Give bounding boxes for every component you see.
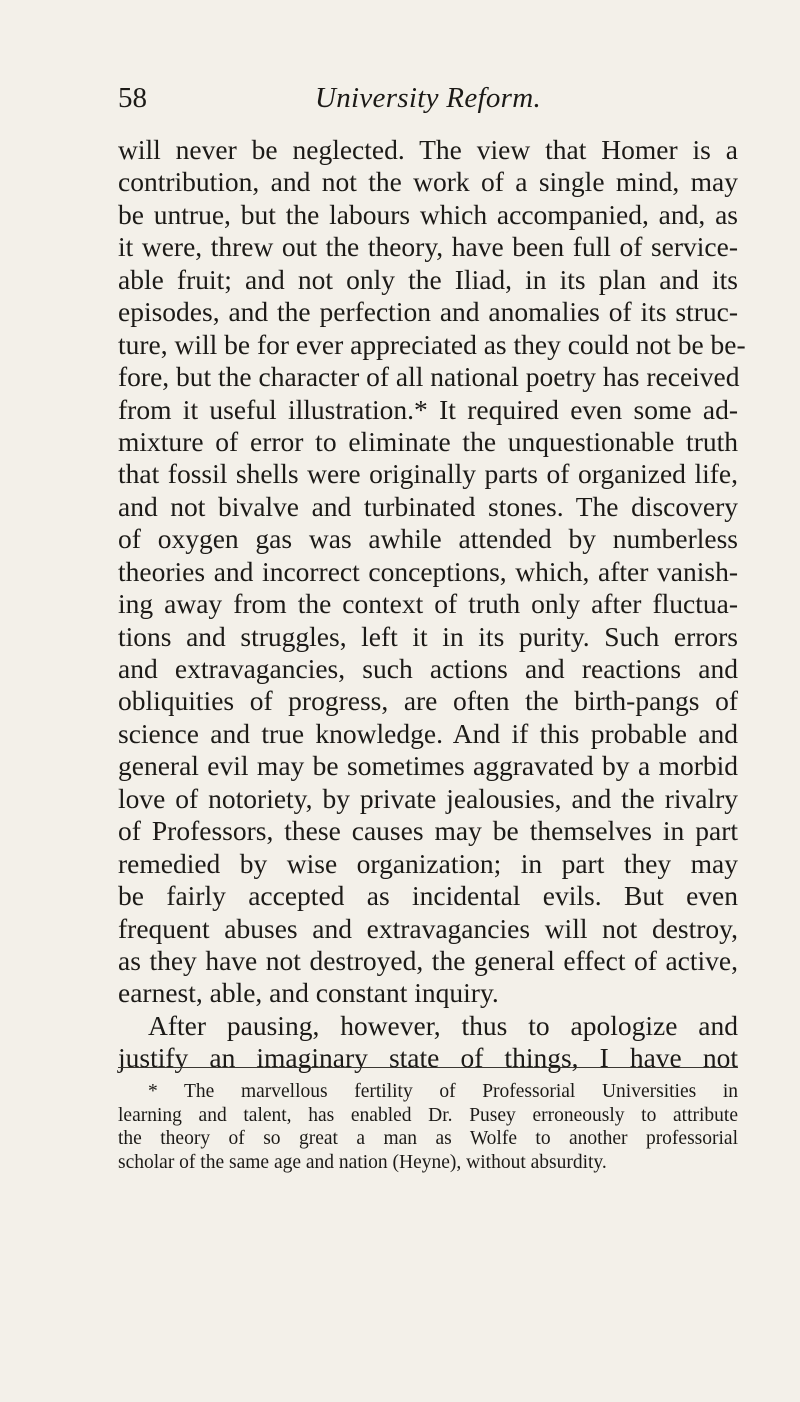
body-line: will never be neglected. The view that Homer is a — [118, 134, 738, 165]
body-line: frequent abuses and extravagancies will not destroy, — [118, 912, 738, 944]
body-line: tions and struggles, left it in its purity. Such errors — [118, 620, 738, 652]
body-line: After pausing, however, thus to apologize and — [148, 1009, 738, 1041]
footnote-line: scholar of the same age and nation (Heyne), without absurdity. — [118, 1151, 607, 1173]
body-text — [118, 134, 746, 1075]
body-line: and extravagancies, such actions and reactions and — [118, 653, 738, 684]
body-line: science and true knowledge. And if this probable and — [118, 717, 738, 749]
body-line: of oxygen gas was awhile attended by numberless — [118, 523, 738, 555]
body-line: earnest, able, and constant inquiry. — [118, 977, 499, 1009]
body-line: love of notoriety, by private jealousies, and the rivalry — [118, 782, 738, 814]
body-line: ture, will be for ever appreciated as they could not be be- — [118, 328, 746, 360]
body-line: from it useful illustration.* It required even some ad- — [118, 393, 738, 425]
page-number: 58 — [118, 82, 147, 114]
body-line: of Professors, these causes may be themselves in part — [118, 815, 738, 847]
body-line: that fossil shells were originally parts of organized life, — [118, 458, 738, 490]
body-line: theories and incorrect conceptions, which, after vanish- — [118, 555, 738, 587]
body-line: general evil may be sometimes aggravated by a morbid — [118, 750, 738, 782]
body-line: be fairly accepted as incidental evils. But even — [118, 880, 738, 912]
body-line: ing away from the context of truth only after fluctua- — [118, 588, 738, 620]
body-line: episodes, and the perfection and anomalies of its struc- — [118, 296, 738, 328]
footnote-line: * The marvellous fertility of Professorial Universities in — [148, 1081, 738, 1102]
page-header — [118, 78, 738, 118]
footnote-line: the theory of so great a man as Wolfe to another professorial — [118, 1128, 738, 1150]
body-line: justify an imaginary state of things, I have not — [118, 1042, 738, 1074]
body-line: it were, threw out the theory, have been full of service- — [118, 231, 738, 263]
footnote-line: learning and talent, has enabled Dr. Pusey erroneously to attribute — [118, 1104, 738, 1126]
footnote-rule — [118, 1067, 738, 1068]
body-line: obliquities of progress, are often the birth-pangs of — [118, 685, 738, 717]
body-line: remedied by wise organization; in part they may — [118, 847, 738, 879]
body-line: able fruit; and not only the Iliad, in its plan and its — [118, 263, 738, 295]
body-line: as they have not destroyed, the general effect of active, — [118, 944, 738, 976]
body-line: fore, but the character of all national poetry has received — [118, 361, 740, 393]
body-line: be untrue, but the labours which accompanied, and, as — [118, 198, 738, 230]
body-line: and not bivalve and turbinated stones. The discovery — [118, 490, 738, 522]
footnote — [118, 1080, 738, 1174]
running-title: University Reform. — [314, 82, 542, 114]
body-line: mixture of error to eliminate the unquestionable truth — [118, 425, 738, 457]
body-line: contribution, and not the work of a single mind, may — [118, 166, 738, 198]
